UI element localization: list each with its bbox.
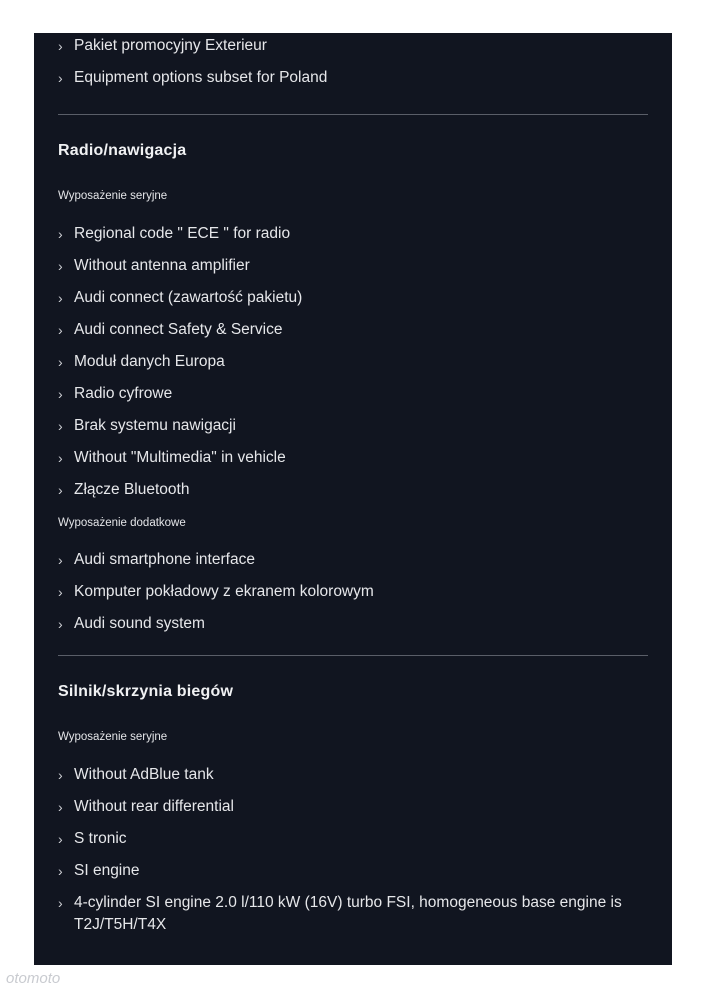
panel-content [58,33,648,936]
list-item [58,415,648,447]
list-item-label: Audi smartphone interface [74,551,255,568]
list-item-label: Komputer pokładowy z ekranem kolorowym [74,583,374,600]
chevron-right-icon: › [58,386,63,402]
list-item-label: Without antenna amplifier [74,257,250,274]
radio-optional-list [58,549,648,645]
chevron-right-icon: › [58,799,63,815]
list-item-label: Without "Multimedia" in vehicle [74,449,286,466]
list-item [58,828,648,860]
list-item-label: S tronic [74,830,127,847]
list-item [58,549,648,581]
list-item-label: Złącze Bluetooth [74,481,190,498]
chevron-right-icon: › [58,354,63,370]
chevron-right-icon: › [58,290,63,306]
list-item [58,383,648,415]
chevron-right-icon: › [58,322,63,338]
section-divider [58,114,648,115]
chevron-right-icon: › [58,418,63,434]
chevron-right-icon: › [58,863,63,879]
list-item [58,479,648,511]
chevron-right-icon: › [58,482,63,498]
list-item-label: Equipment options subset for Poland [74,69,328,86]
section-divider [58,655,648,656]
list-item [58,860,648,892]
equipment-panel [34,33,672,965]
list-item-label: Moduł danych Europa [74,353,225,370]
list-item [58,287,648,319]
list-item-label: Audi connect Safety & Service [74,321,283,338]
list-item-label: SI engine [74,862,140,879]
chevron-right-icon: › [58,767,63,783]
list-item [58,764,648,796]
chevron-right-icon: › [58,552,63,568]
list-item-label: Audi sound system [74,615,205,632]
chevron-right-icon: › [58,258,63,274]
chevron-right-icon: › [58,616,63,632]
list-item [58,223,648,255]
list-item-label: 4-cylinder SI engine 2.0 l/110 kW (16V) turbo FSI, homogeneous base engine is T2J/T5H/T4X [74,894,622,933]
list-item [58,613,648,645]
list-item [58,796,648,828]
list-item [58,581,648,613]
section-title-radio: Radio/nawigacja [58,142,187,159]
chevron-right-icon: › [58,226,63,242]
list-item [58,35,648,67]
list-item-label: Radio cyfrowe [74,385,173,402]
chevron-right-icon: › [58,584,63,600]
list-item-label: Brak systemu nawigacji [74,417,236,434]
watermark-logo: otomoto [6,970,61,987]
list-item [58,319,648,351]
list-item-label: Without rear differential [74,798,234,815]
optional-equipment-label: Wyposażenie dodatkowe [58,517,186,529]
list-item [58,255,648,287]
list-item [58,892,648,936]
list-item-label: Regional code " ECE " for radio [74,225,291,242]
chevron-right-icon: › [58,38,63,54]
list-item-label: Audi connect (zawartość pakietu) [74,289,303,306]
list-item [58,67,648,99]
top-list [58,35,648,99]
engine-standard-list [58,764,648,936]
chevron-right-icon: › [58,450,63,466]
chevron-right-icon: › [58,70,63,86]
section-title-engine: Silnik/skrzynia biegów [58,683,234,700]
list-item-label: Without AdBlue tank [74,766,214,783]
standard-equipment-label: Wyposażenie seryjne [58,190,168,202]
radio-standard-list [58,223,648,511]
list-item-label: Pakiet promocyjny Exterieur [74,37,267,54]
list-item [58,351,648,383]
chevron-right-icon: › [58,831,63,847]
list-item [58,447,648,479]
chevron-right-icon: › [58,895,63,911]
standard-equipment-label: Wyposażenie seryjne [58,731,168,743]
